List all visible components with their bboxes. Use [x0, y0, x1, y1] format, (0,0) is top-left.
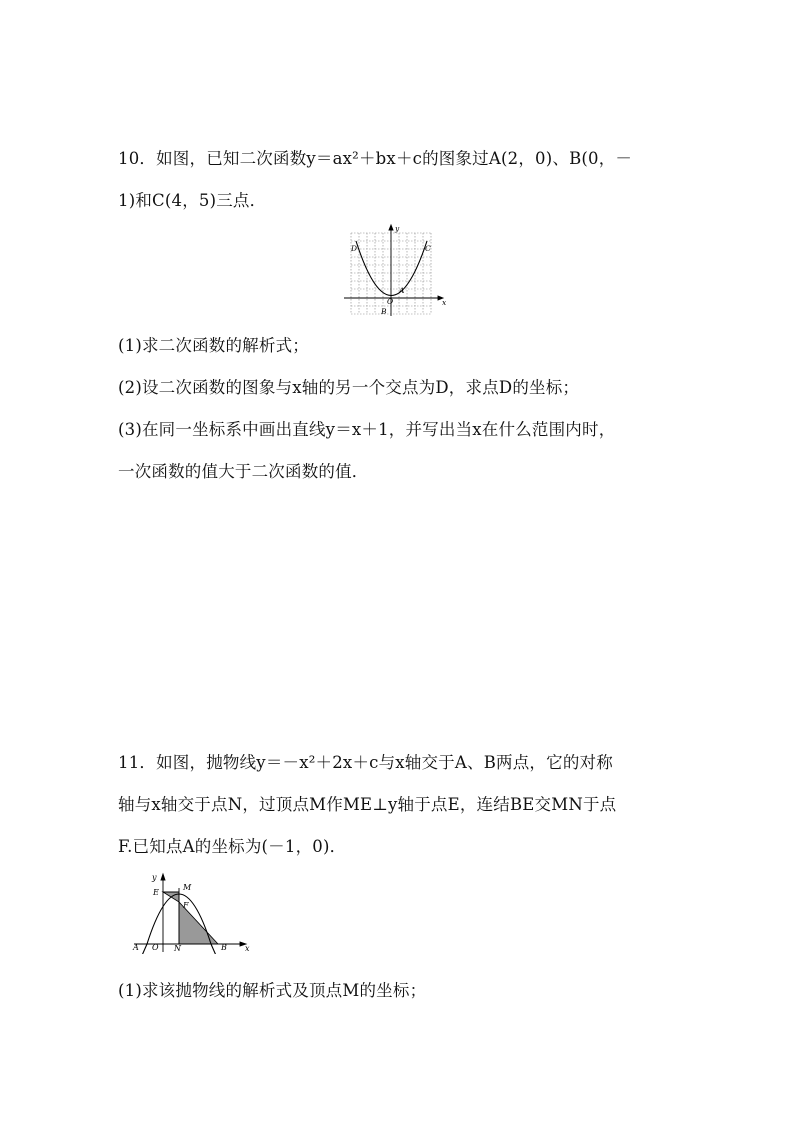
q10-label-y: y	[395, 224, 400, 233]
q10-text-line-1: 10．如图，已知二次函数y＝ax²＋bx＋c的图象过A(2，0)、B(0，－	[118, 149, 633, 168]
q11-text-line-2: 轴与x轴交于点N，过顶点M作ME⊥y轴于点E，连结BE交MN于点	[118, 795, 617, 814]
q11-label-M: M	[183, 883, 192, 892]
q10-label-x: x	[442, 298, 447, 307]
q11-label-N: N	[174, 944, 181, 953]
q11-text-line-1: 11．如图，抛物线y＝－x²＋2x＋c与x轴交于A、B两点，它的对称	[118, 753, 613, 772]
q10-sub-question-3-line-1: (3)在同一坐标系中画出直线y＝x＋1，并写出当x在什么范围内时，	[118, 420, 616, 439]
q11-label-F: F	[183, 901, 189, 910]
q10-sub-question-1: (1)求二次函数的解析式；	[118, 336, 309, 355]
q11-text-line-3: F.已知点A的坐标为(－1，0)．	[118, 837, 347, 856]
q11-label-x: x	[245, 944, 250, 953]
q10-label-O: O	[387, 297, 394, 306]
q10-label-A: A	[399, 286, 405, 295]
q11-parabola-figure	[128, 870, 254, 954]
q10-label-D: D	[351, 244, 358, 253]
q11-label-E: E	[153, 888, 159, 897]
q10-label-C: C	[425, 244, 431, 253]
q10-sub-question-2: (2)设二次函数的图象与x轴的另一个交点为D，求点D的坐标；	[118, 378, 580, 397]
q11-label-y: y	[152, 873, 157, 882]
q10-label-B: B	[381, 307, 387, 316]
q10-text-line-2: 1)和C(4，5)三点．	[118, 191, 267, 210]
q10-sub-question-3-line-2: 一次函数的值大于二次函数的值．	[118, 462, 369, 481]
q11-sub-question-1: (1)求该抛物线的解析式及顶点M的坐标；	[118, 981, 427, 1000]
q11-label-A: A	[133, 943, 139, 952]
q10-parabola-figure	[340, 222, 450, 318]
q11-label-O: O	[152, 943, 159, 952]
q11-label-B: B	[221, 943, 227, 952]
